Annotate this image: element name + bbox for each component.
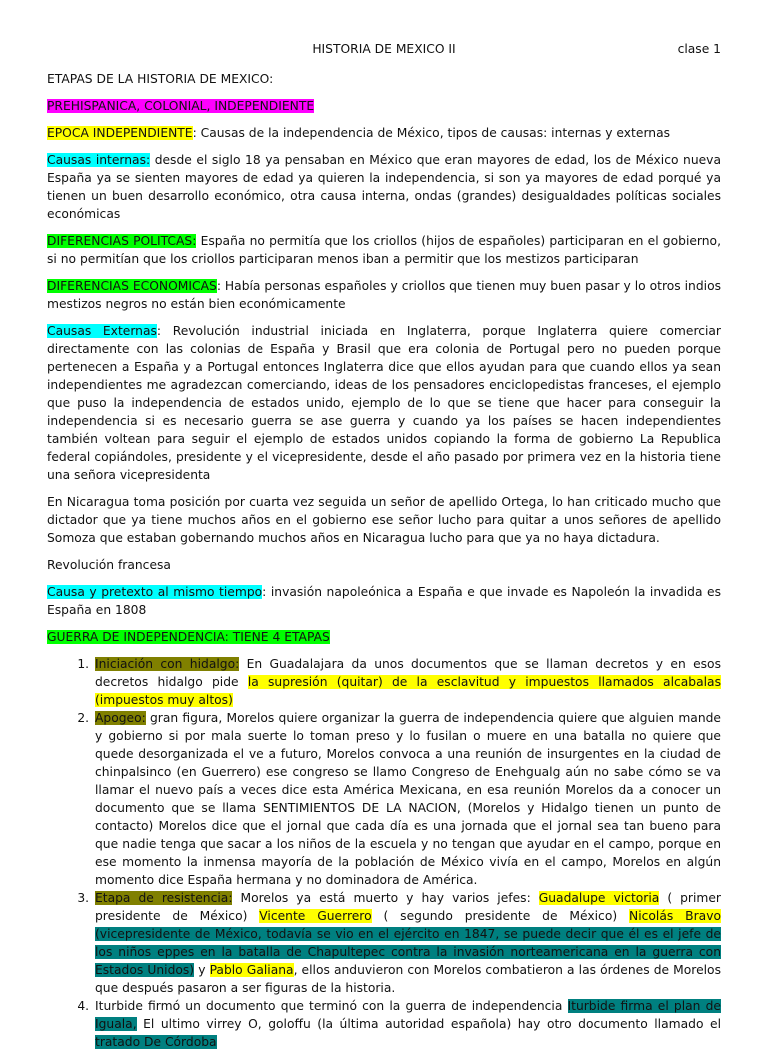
etapa4-text-1: Iturbide firmó un documento que terminó con la guerra de independencia [95,999,568,1013]
guerra-heading [47,628,721,646]
etapa3-name-victoria: Guadalupe victoria [538,891,660,905]
etapa3-text-1: Morelos ya está muerto y hay varios jefes: [232,891,539,905]
etapas-heading: ETAPAS DE LA HISTORIA DE MEXICO: [47,72,274,86]
etapa3-text-2: ( primer presidente de México) [95,891,721,923]
page-header [47,40,721,60]
etapa3-label: Etapa de resistencia: [95,891,233,905]
epoca-label: EPOCA INDEPENDIENTE [47,126,193,140]
nicaragua-paragraph: En Nicaragua toma posición por cuarta vez seguida un señor de apellido Ortega, lo han criticado mucho que dictador que ya tiene muchos años en el gobierno ese señor lucho para quitar a unos señores de apellido Somoza que estaban gobernando muchos años en Nicaragua lucho para que ya no haya dictadura. [47,495,721,545]
etapa3-name-bravo: Nicolás Bravo [629,909,721,923]
list-item-etapa-1 [93,655,721,709]
epoca-paragraph [47,124,721,142]
list-item-etapa-2 [93,709,721,889]
causa-pretexto-paragraph [47,583,721,619]
etapas-highlight: PREHISPANICA, COLONIAL, INDEPENDIENTE [47,99,315,113]
class-number: clase 1 [677,42,721,56]
causas-externas-paragraph [47,322,721,484]
etapa3-name-galiana: Pablo Galiana [209,963,294,977]
diferencias-economicas-label: DIFERENCIAS ECONOMICAS [47,279,217,293]
causa-pretexto-label: Causa y pretexto al mismo tiempo [47,585,263,599]
list-item-etapa-3 [93,889,721,997]
list-item-etapa-4 [93,997,721,1051]
diferencias-economicas-paragraph [47,277,721,313]
etapa1-text: En Guadalajara da unos documentos que se llaman decretos y en esos decretos hidalgo pide [95,657,721,689]
etapa3-text-3: ( segundo presidente de México) [371,909,630,923]
revolucion-paragraph: Revolución francesa [47,558,171,572]
etapa2-text: gran figura, Morelos quiere organizar la guerra de independencia quiere que alguien mande y gobierno si por mala suerte lo toman preso y lo fusilan o muere en una batalla no quiere que quede desorganizada el ve a futuro, Morelos convoca a una reunión de insurgentes en la ciudad de chinpalsinco (en Guerrero) ese congreso se llamo Congreso de Enehgualg aún no sabe cómo se va llamar el nuevo país a veces dice esta América Mexicana, en esa reunión Morelos da a conocer un documento que se llama SENTIMIENTOS DE LA NACION, (Morelos y Hidalgo tienen un punto de contacto) Morelos dice que el jornal que cada día es una jornada que el jornal sea tan bueno para que nadie tenga que sacar a los niños de la escuela y no tengan que ayudar en el campo, porque en ese momento la inmensa mayoría de la población de México vivía en el campo, Morelos en algún momento dice España hermana y no dominadora de América. [95,711,721,887]
etapa4-cordoba-highlight: tratado De Córdoba [95,1035,217,1049]
causa-pretexto-text: : invasión napoleónica a España e que invade es Napoleón la invadida es España en 1808 [47,585,722,617]
document-title: HISTORIA DE MEXICO II [312,42,456,56]
diferencias-economicas-text: : Había personas españoles y criollos que tienen muy buen pasar y lo otros indios mestizos negros no están bien económicamente [47,279,722,311]
guerra-highlight: GUERRA DE INDEPENDENCIA: TIENE 4 ETAPAS [47,630,330,644]
diferencias-politicas-label: DIFERENCIAS POLITCAS: [47,234,197,248]
causas-externas-text: : Revolución industrial iniciada en Inglaterra, porque Inglaterra quiere comerciar directamente con las colonias de España y Brasil que era colonia de Portugal pero no pueden porque pertenecen a España y a Portugal entonces Inglaterra dice que ellos ayudan para que cuando ellos ya sean independientes me agradezcan comerciando, ideas de los pensadores enciclopedistas franceses, el ejemplo que puso la independencia de estados unido, ejemplo de lo que se tiene que hacer para conseguir la independencia si es necesario guerra se ase guerra y cuando ya los países se hacen independientes también voltean para seguir el ejemplo de estados unidos copiando la forma de gobierno La Republica federal copiándoles, presidente y el vicepresidente, desde el año pasado por primera vez en la historia tiene una señora vicepresidenta [47,324,721,482]
epoca-text: : Causas de la independencia de México, tipos de causas: internas y externas [192,126,671,140]
etapa1-label: Iniciación con hidalgo: [95,657,240,671]
causas-internas-paragraph [47,151,721,223]
causas-internas-text: desde el siglo 18 ya pensaban en México que eran mayores de edad, los de México nueva España ya se sienten mayores de edad ya quieren la independencia, si son ya mayores de edad porqué ya tienen un buen desarrollo económico, otra causa interna, ondas (grandes) desigualdades políticas sociales económicas [47,153,721,221]
etapa3-name-guerrero: Vicente Guerrero [259,909,372,923]
etapa3-bravo-detail: (vicepresidente de México, todavía se vio en el ejército en 1847, se puede decir que él es el jefe de los niños eppes en la batalla de Chapultepec contra la invasión norteamericana en la guerra con Estados Unidos) [95,927,721,977]
etapas-list [47,97,721,115]
etapa4-iguala-highlight: Iturbide firma el plan de Iguala, [95,999,721,1031]
etapa1-highlight: la supresión (quitar) de la esclavitud y impuestos llamados alcabalas (impuestos muy altos) [95,675,721,707]
causas-externas-label: Causas Externas [47,324,157,338]
etapa3-text-5: y [194,963,210,977]
etapas-ordered-list [47,655,721,1051]
diferencias-politicas-text: España no permitía que los criollos (hijos de españoles) participaran en el gobierno, si no permitían que los criollos participaran menos iban a permitir que los mestizos participaran [47,234,721,266]
etapa2-label: Apogeo: [95,711,146,725]
causas-internas-label: Causas internas: [47,153,151,167]
etapa4-text-2: El ultimo virrey O, goloffu (la última autoridad española) hay otro documento llamado el [136,1017,721,1031]
etapa3-text-6: , ellos anduvieron con Morelos combatieron a las órdenes de Morelos que después pasaron a ser figuras de la historia. [95,963,721,995]
diferencias-politicas-paragraph [47,232,721,268]
